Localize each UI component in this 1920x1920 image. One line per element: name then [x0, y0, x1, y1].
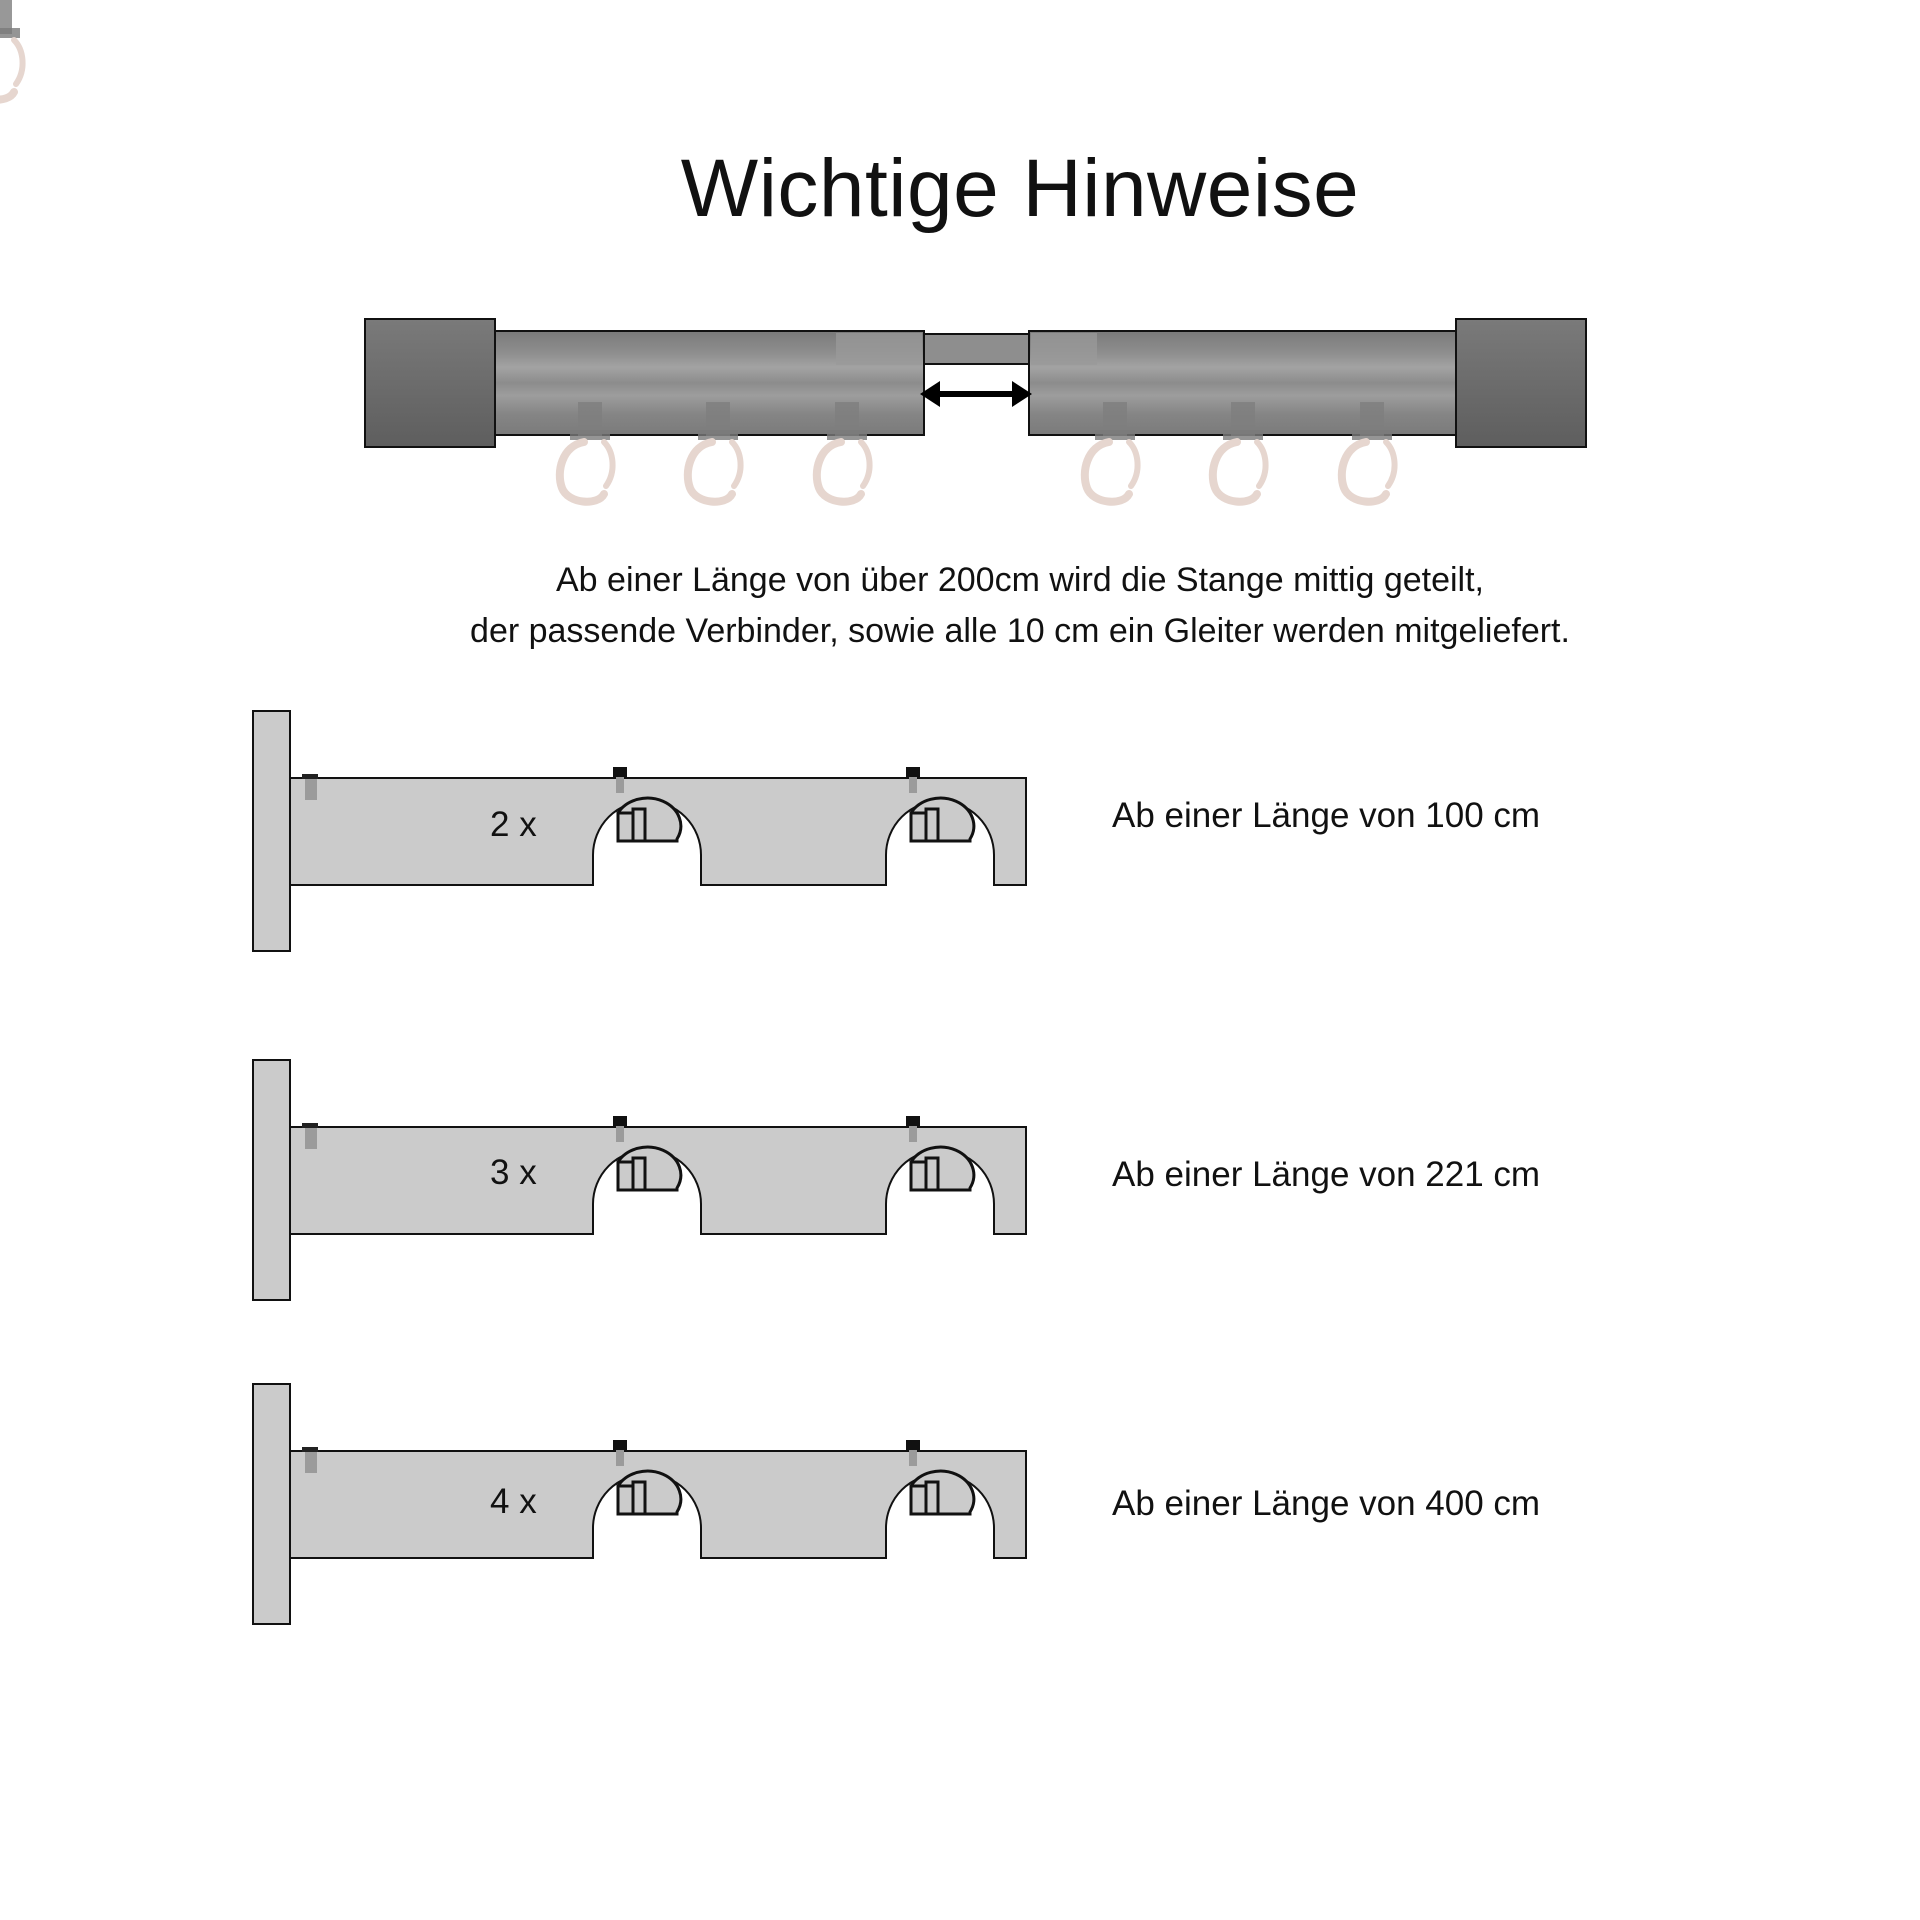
end-cap-left	[365, 319, 495, 447]
end-cap-right	[1456, 319, 1586, 447]
page-title: Wichtige Hinweise	[680, 143, 1360, 234]
bracket-count: 2 x	[490, 805, 537, 844]
curtain-hook-icon	[0, 0, 23, 100]
bracket-count: 3 x	[490, 1153, 537, 1192]
split-note-line-2: der passende Verbinder, sowie alle 10 cm ein Gleiter werden mitgeliefert.	[470, 612, 1570, 650]
rod-connector	[920, 334, 1032, 364]
bracket-length-label: Ab einer Länge von 221 cm	[1112, 1155, 1541, 1194]
bracket-count: 4 x	[490, 1482, 537, 1521]
double-arrow-icon	[920, 381, 1032, 407]
split-rod-illustration	[0, 0, 1920, 560]
split-note-line-1: Ab einer Länge von über 200cm wird die Stange mittig geteilt,	[556, 561, 1484, 599]
bracket-length-label: Ab einer Länge von 400 cm	[1112, 1484, 1541, 1523]
bracket-length-label: Ab einer Länge von 100 cm	[1112, 796, 1541, 835]
